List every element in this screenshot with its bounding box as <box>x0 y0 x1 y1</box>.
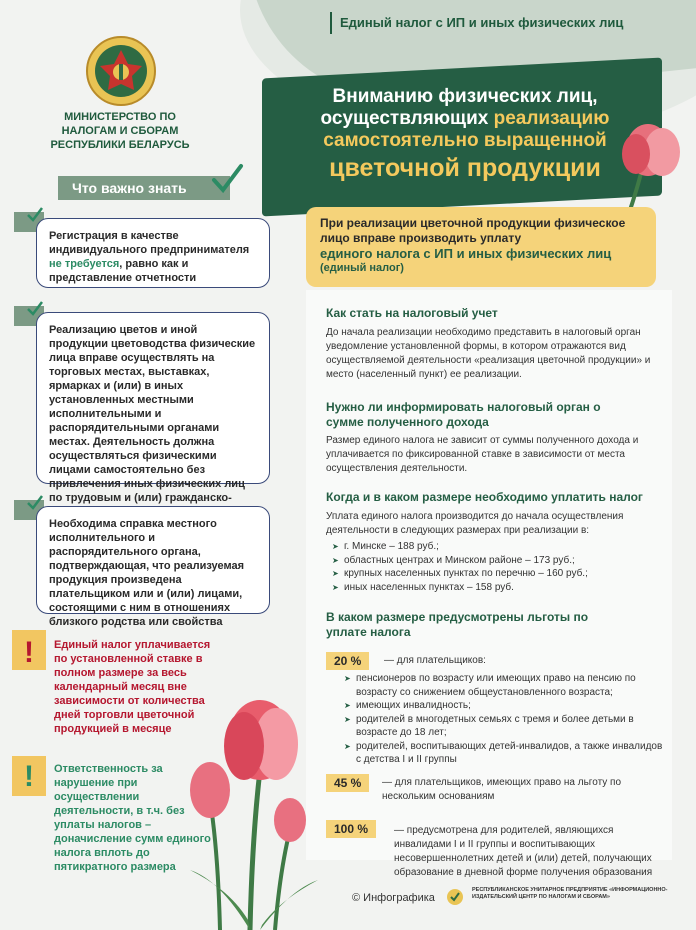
benefit-20-badge: 20 % <box>326 652 369 670</box>
benefit-45-badge: 45 % <box>326 774 369 792</box>
warning-tax-monthly: Единый налог уплачивается по установленной ставке в полном размере за весь календарный месяц вне зависимости от количества дней торговли цветочной продукцией в месяце <box>54 639 211 735</box>
top-header-title: Единый налог с ИП и иных физических лиц <box>330 12 623 34</box>
benefit-20-list <box>344 672 664 767</box>
checkmark-icon <box>210 162 244 196</box>
list-item: ➤ крупных населенных пунктах по перечню – 160 руб.; <box>332 567 588 581</box>
section-title-registration: Как стать на налоговый учет <box>326 306 498 320</box>
exclamation-icon: ! <box>24 760 34 793</box>
title-line-3: самостоятельно выращенной <box>323 130 607 151</box>
section-title-income: Нужно ли информировать налоговый орган о сумме полученного дохода <box>326 400 601 429</box>
warning-responsibility: Ответственность за нарушение при осуществлении деятельности, в т.ч. без уплаты налогов – доначисление сумм единого налога вплоть до пятикратного размера <box>54 763 211 873</box>
page-title <box>290 86 640 184</box>
section-body-payment: Уплата единого налога производится до начала осуществления деятельности в следующих размерах при реализации в: <box>326 511 624 536</box>
payment-rates-list <box>332 540 588 594</box>
ministry-name: МИНИСТЕРСТВО ПО НАЛОГАМ И СБОРАМ РЕСПУБЛИКИ БЕЛАРУСЬ <box>50 111 190 151</box>
what-important-label: Что важно знать <box>58 176 230 200</box>
publisher-logo-icon <box>446 888 464 906</box>
highlight-text: При реализации цветочной продукции физическое лицо вправе производить уплату единого налога с ИП и иных физических лиц (единый налог) <box>320 216 626 274</box>
list-item: ➤ пенсионеров по возрасту или имеющих право на пенсию по возрасту со снижением общеустановленного возраста; <box>344 672 664 699</box>
info-box-trading-places: Реализацию цветов и иной продукции цветоводства физические лица вправе осуществлять на торговых местах, выставках, ярмарках и (или) в иных установленных местными исполнительными и распорядительными органами местах. Деятельность должна осуществляться физическими лицами самостоятельно без привлечения иных физических лиц по трудовым и (или) гражданско- <box>36 312 270 484</box>
tulips-illustration-icon <box>180 680 320 930</box>
info-box-certificate: Необходима справка местного исполнительного и распорядительного органа, подтверждающая, что реализуемая продукция произведена плательщиком или и (или) лицами, состоящими с ним в отношениях близкого родства или свойства <box>36 506 270 614</box>
list-item: ➤ г. Минске – 188 руб.; <box>332 540 588 554</box>
title-line-2: осуществляющих реализацию <box>320 108 610 129</box>
benefit-100-badge: 100 % <box>326 820 376 838</box>
section-title-payment: Когда и в каком размере необходимо уплатить налог <box>326 490 643 504</box>
list-item: ➤ имеющих инвалидность; <box>344 699 664 713</box>
list-item: ➤ родителей в многодетных семьях с тремя и более детьми в возрасте до 18 лет; <box>344 713 664 740</box>
exclamation-icon: ! <box>24 636 34 669</box>
tulip-decoration-icon <box>600 120 696 220</box>
title-line-4: цветочной продукции <box>329 154 601 182</box>
footer-organization: РЕСПУБЛИКАНСКОЕ УНИТАРНОЕ ПРЕДПРИЯТИЕ «ИНФОРМАЦИОННО-ИЗДАТЕЛЬСКИЙ ЦЕНТР ПО НАЛОГАМ И СБОРАМ» <box>472 887 668 900</box>
benefit-45-text: — для плательщиков, имеющих право на льготу по нескольким основаниям <box>382 777 622 802</box>
benefit-100-text: — предусмотрена для родителей, являющихся инвалидами I и II группы и воспитывающих несовершеннолетних детей и (или) детей, получающих образование в дневной форме получения образования <box>394 825 653 878</box>
benefit-20-text: — для плательщиков: <box>384 655 486 666</box>
list-item: ➤ родителей, воспитывающих детей-инвалидов, а также инвалидов с детства I и II группы <box>344 740 664 767</box>
section-title-benefits: В каком размере предусмотрены льготы по уплате налога <box>326 610 589 639</box>
title-line-1: Вниманию физических лиц, <box>332 86 598 107</box>
list-item: ➤ иных населенных пунктах – 158 руб. <box>332 581 588 595</box>
section-body-income: Размер единого налога не зависит от суммы полученного дохода и уплачивается по фиксированной ставке в зависимости от места осуществления деятельности. <box>326 435 639 474</box>
section-body-registration: До начала реализации необходимо представить в налоговый орган уведомление установленной формы, в котором отражаются вид осуществляемой деятельности «реализация цветочной продукции» и место (населенный пункт) ее реализации. <box>326 327 651 380</box>
list-item: ➤ областных центрах и Минском районе – 173 руб.; <box>332 554 588 568</box>
ministry-emblem-icon <box>84 34 158 108</box>
footer-infographic: © Инфографика <box>352 892 435 904</box>
info-box-registration: Регистрация в качестве индивидуального предпринимателя не требуется, равно как и представление отчетности <box>36 218 270 288</box>
